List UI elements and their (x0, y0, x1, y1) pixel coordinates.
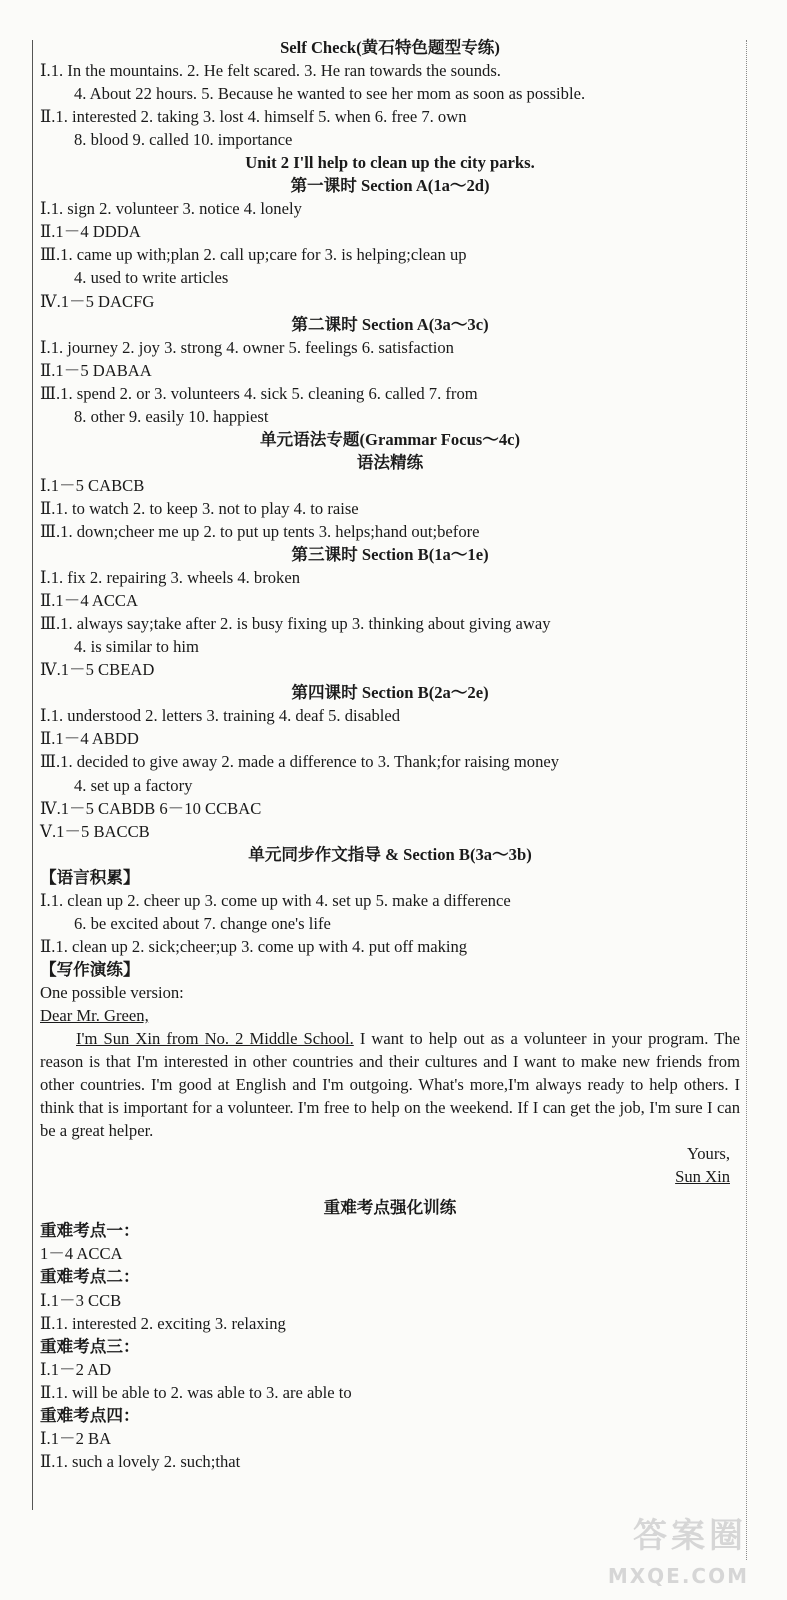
answer-lines-part1 (40, 36, 740, 1027)
answer-line: Ⅱ.1. clean up 2. sick;cheer;up 3. come up with 4. put off making (40, 936, 468, 956)
answer-line: Ⅰ.1. fix 2. repairing 3. wheels 4. broken (40, 568, 301, 588)
answer-line: Ⅰ.1－2 BA (40, 1428, 112, 1448)
watermark-url: MXQE.COM (607, 1564, 749, 1588)
section-heading: 语法精练 (356, 452, 424, 472)
answer-line: Ⅰ.1. In the mountains. 2. He felt scared. 3. He ran towards the sounds. (40, 61, 501, 81)
answer-line: Ⅰ.1－3 CCB (40, 1290, 122, 1310)
watermark-logo: 答案圈 (633, 1516, 747, 1556)
answer-line: Ⅲ.1. decided to give away 2. made a difference to 3. Thank;for raising money (40, 752, 560, 772)
section-heading: 单元语法专题(Grammar Focus～4c) (259, 429, 521, 449)
watermark (567, 1508, 767, 1588)
section-heading: Unit 2 I'll help to clean up the city parks. (245, 153, 535, 173)
section-heading: 单元同步作文指导 & Section B(3a～3b) (248, 844, 532, 864)
answer-line: Ⅱ.1－4 DDDA (40, 222, 141, 242)
answer-line: One possible version: (40, 982, 184, 1002)
left-margin-rule (32, 40, 33, 1510)
answer-line: Ⅰ.1. journey 2. joy 3. strong 4. owner 5. feelings 6. satisfaction (40, 337, 454, 357)
letter-closing: Yours, (686, 1144, 730, 1164)
answer-line: 4. set up a factory (74, 775, 193, 795)
answer-line: Ⅲ.1. down;cheer me up 2. to put up tents 3. helps;hand out;before (40, 521, 480, 541)
subsection-label: 【写作演练】 (40, 959, 140, 979)
answer-line: Ⅰ.1. clean up 2. cheer up 3. come up with 4. set up 5. make a difference (40, 890, 511, 910)
answer-line: Ⅳ.1－5 CBEAD (40, 660, 155, 680)
section-heading: 第三课时 Section B(1a～1e) (291, 545, 489, 565)
answer-line: Ⅰ.1－5 CABCB (40, 475, 145, 495)
answer-line: Ⅱ.1－5 DABAA (40, 360, 152, 380)
answer-lines-part2 (40, 1196, 740, 1473)
answer-line: 4. used to write articles (74, 268, 229, 288)
answer-line (40, 1004, 740, 1027)
answer-line: 4. is similar to him (74, 637, 199, 657)
answer-content (40, 36, 740, 1473)
letter-intro: I'm Sun Xin from No. 2 Middle School. (76, 1029, 354, 1049)
subsection-label: 重难考点二： (40, 1267, 140, 1287)
answer-line: 6. be excited about 7. change one's life (74, 913, 331, 933)
subsection-label: 【语言积累】 (40, 867, 140, 887)
answer-line: Ⅱ.1. interested 2. exciting 3. relaxing (40, 1313, 286, 1333)
answer-line: Ⅳ.1－5 DACFG (40, 291, 155, 311)
answer-line: Ⅲ.1. came up with;plan 2. call up;care for 3. is helping;clean up (40, 245, 467, 265)
answer-line: Ⅰ.1. sign 2. volunteer 3. notice 4. lonely (40, 199, 302, 219)
answer-line: Ⅱ.1－4 ACCA (40, 591, 138, 611)
section-heading: Self Check(黄石特色题型专练) (280, 38, 500, 57)
answer-line: Ⅱ.1. such a lovely 2. such;that (40, 1451, 241, 1471)
answer-line: 8. blood 9. called 10. importance (74, 130, 293, 150)
answer-line: Ⅲ.1. spend 2. or 3. volunteers 4. sick 5. cleaning 6. called 7. from (40, 383, 478, 403)
letter-body (40, 1027, 740, 1142)
subsection-label: 重难考点四： (40, 1405, 140, 1425)
answer-line: Ⅳ.1－5 CABDB 6－10 CCBAC (40, 798, 262, 818)
right-margin-rule (746, 40, 748, 1560)
subsection-label: 重难考点一： (40, 1221, 140, 1241)
answer-line: 8. other 9. easily 10. happiest (74, 406, 269, 426)
section-heading: 第二课时 Section A(3a～3c) (291, 314, 489, 334)
answer-line: Ⅰ.1. understood 2. letters 3. training 4. deaf 5. disabled (40, 706, 401, 726)
letter-salutation: Dear Mr. Green, (40, 1005, 149, 1025)
answer-line: Ⅱ.1. will be able to 2. was able to 3. are able to (40, 1382, 352, 1402)
letter-text: I want to help out as a volunteer in your program. The reason is that I'm interested in other countries and their cultures and I want to make new friends from other countries. I'm good at English and I'm outgoing. What's more,I'm always ready to help others. I think that is important for a volunteer. I'm free to help on the weekend. If I can get the job, I'm sure I can be a great helper. (40, 1029, 741, 1141)
letter-signature: Sun Xin (675, 1167, 730, 1187)
answer-line: 1－4 ACCA (40, 1244, 123, 1264)
section-heading: 第四课时 Section B(2a～2e) (291, 683, 489, 703)
answer-line: 4. About 22 hours. 5. Because he wanted to see her mom as soon as possible. (74, 84, 586, 104)
answer-line: Ⅴ.1－5 BACCB (40, 821, 150, 841)
section-heading: 第一课时 Section A(1a～2d) (290, 176, 490, 196)
section-heading: 重难考点强化训练 (323, 1198, 457, 1218)
answer-line: Ⅰ.1－2 AD (40, 1359, 112, 1379)
answer-line: Ⅱ.1－4 ABDD (40, 729, 139, 749)
answer-line: Ⅲ.1. always say;take after 2. is busy fixing up 3. thinking about giving away (40, 614, 551, 634)
answer-line: Ⅱ.1. interested 2. taking 3. lost 4. himself 5. when 6. free 7. own (40, 107, 467, 127)
answer-line: Ⅱ.1. to watch 2. to keep 3. not to play 4. to raise (40, 498, 359, 518)
subsection-label: 重难考点三： (40, 1336, 140, 1356)
